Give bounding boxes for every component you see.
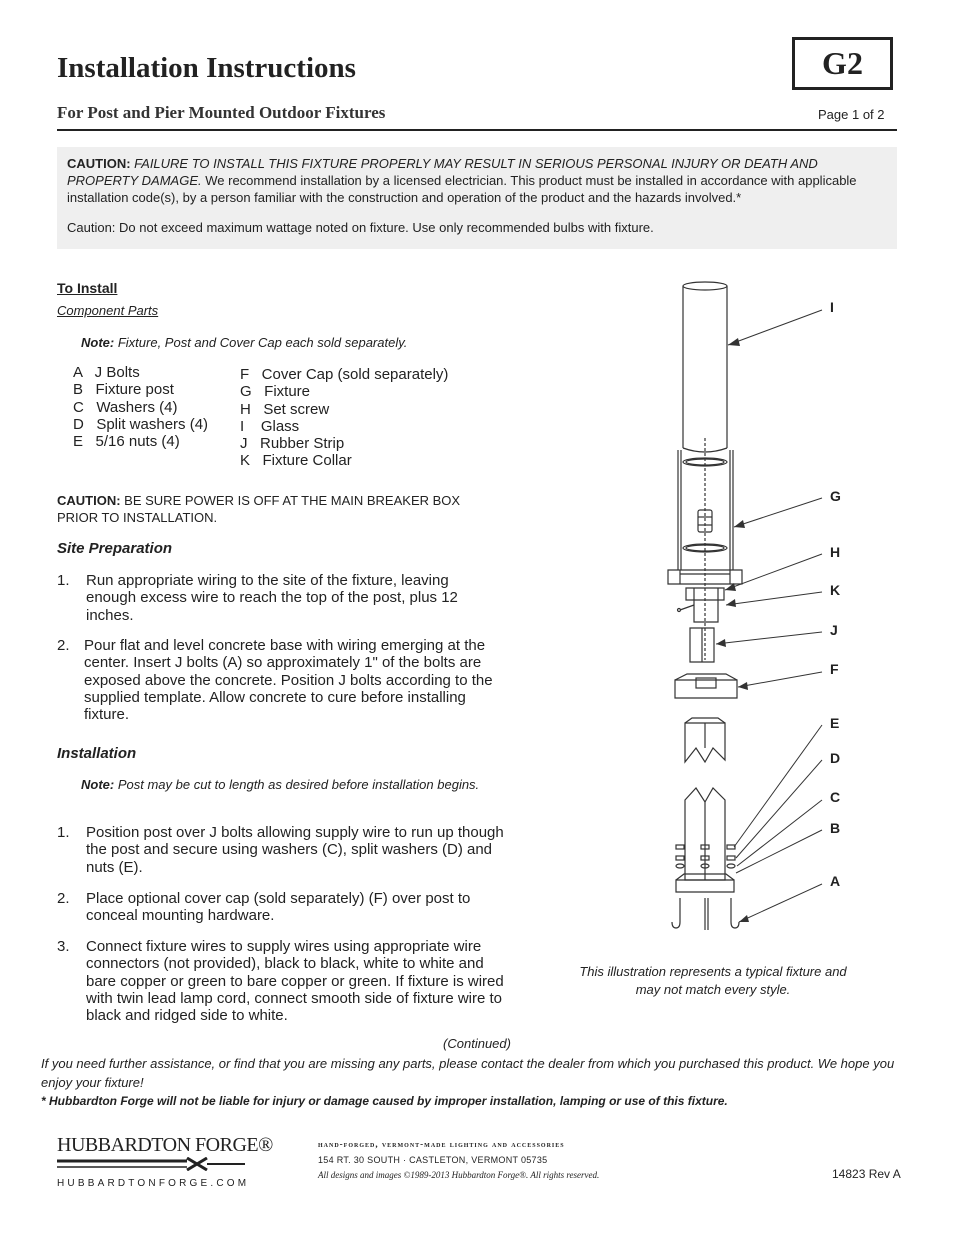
caution-box: [57, 147, 897, 249]
part-item: A J Bolts: [73, 364, 140, 381]
header-divider: [57, 129, 897, 131]
page-title: Installation Instructions: [57, 52, 356, 84]
company-address: 154 RT. 30 SOUTH · CASTLETON, VERMONT 05735: [318, 1155, 548, 1165]
caution-wattage: Caution: Do not exceed maximum wattage noted on fixture. Use only recommended bulbs with fixture.: [67, 220, 654, 235]
site-prep-heading: Site Preparation: [57, 540, 173, 557]
part-item: D Split washers (4): [73, 415, 209, 433]
power-caution: CAUTION: BE SURE POWER IS OFF AT THE MAIN BREAKER BOX PRIOR TO INSTALLATION.: [57, 493, 461, 525]
document-code-box: G2: [792, 37, 893, 90]
leader-lines: [716, 310, 822, 922]
diagram-label-h: H: [830, 544, 841, 560]
parts-note: Note: Fixture, Post and Cover Cap each sold separately.: [81, 335, 408, 350]
diagram-label-j: J: [830, 622, 838, 638]
diagram-label-k: K: [830, 582, 841, 598]
caution-warning: CAUTION: FAILURE TO INSTALL THIS FIXTURE PROPERLY MAY RESULT IN SERIOUS PERSONAL INJURY OR DEATH AND PROPERTY DAMAGE. We recommend installation by a licensed electrician. This product must be installed in accordance with applicable installation code(s), by a person familiar with the construction and operation of the product and the hazards involved.*: [67, 156, 857, 205]
part-item: E 5/16 nuts (4): [73, 433, 180, 451]
fixture-post-b-upper: [685, 718, 725, 762]
part-item: K Fixture Collar: [240, 452, 352, 470]
glass-cylinder-i: [683, 282, 727, 452]
part-item: J Rubber Strip: [240, 435, 345, 453]
liability-note: * Hubbardton Forge will not be liable for injury or damage caused by improper installation, lamping or use of this fixture.: [41, 1094, 728, 1108]
installation-note: Note: Post may be cut to length as desired before installation begins.: [81, 777, 480, 792]
fixture-collar-k: [678, 588, 725, 622]
brand-tagline: hand-forged, vermont-made lighting and accessories: [318, 1139, 565, 1149]
assistance-note: If you need further assistance, or find that you are missing any parts, please contact the dealer from which you purchased this product. We hope you enjoy your fixture!: [41, 1056, 895, 1090]
component-parts-heading: Component Parts: [57, 303, 159, 318]
diagram-label-d: D: [830, 750, 841, 766]
parts-list-right: [240, 366, 448, 470]
part-item: C Washers (4): [73, 398, 178, 416]
parts-list-left: [73, 364, 208, 450]
diagram-label-i: I: [830, 299, 834, 315]
installation-heading: Installation: [57, 745, 137, 762]
diagram-label-a: A: [830, 873, 841, 889]
continued-note: (Continued): [443, 1036, 511, 1051]
brand-logo-text: HUBBARDTON FORGE®: [57, 1134, 273, 1156]
to-install-heading: To Install: [57, 280, 118, 296]
brand-logo-mark: [57, 1157, 245, 1171]
diagram-caption: This illustration represents a typical fixture and may not match every style.: [579, 964, 847, 997]
part-item: G Fixture: [240, 383, 311, 401]
cover-cap-f: [675, 674, 737, 698]
part-item: B Fixture post: [73, 381, 174, 399]
brand-url: HUBBARDTONFORGE.COM: [57, 1178, 250, 1189]
part-item: F Cover Cap (sold separately): [240, 366, 449, 383]
exploded-diagram: [600, 270, 900, 960]
page-number: Page 1 of 2: [818, 107, 885, 122]
diagram-label-g: G: [830, 488, 841, 504]
copyright-notice: All designs and images ©1989-2013 Hubbardton Forge®. All rights reserved.: [318, 1170, 600, 1180]
j-bolts-a: [672, 898, 739, 930]
diagram-label-b: B: [830, 820, 841, 836]
fixture-post-b-lower: [676, 788, 734, 892]
rubber-strip-j: [690, 628, 714, 662]
part-item: H Set screw: [240, 400, 330, 418]
diagram-label-c: C: [830, 789, 841, 805]
part-item: I Glass: [240, 417, 300, 435]
page-subtitle: For Post and Pier Mounted Outdoor Fixtures: [57, 103, 386, 122]
document-revision: 14823 Rev A: [832, 1167, 901, 1181]
diagram-label-f: F: [830, 661, 839, 677]
diagram-label-e: E: [830, 715, 840, 731]
